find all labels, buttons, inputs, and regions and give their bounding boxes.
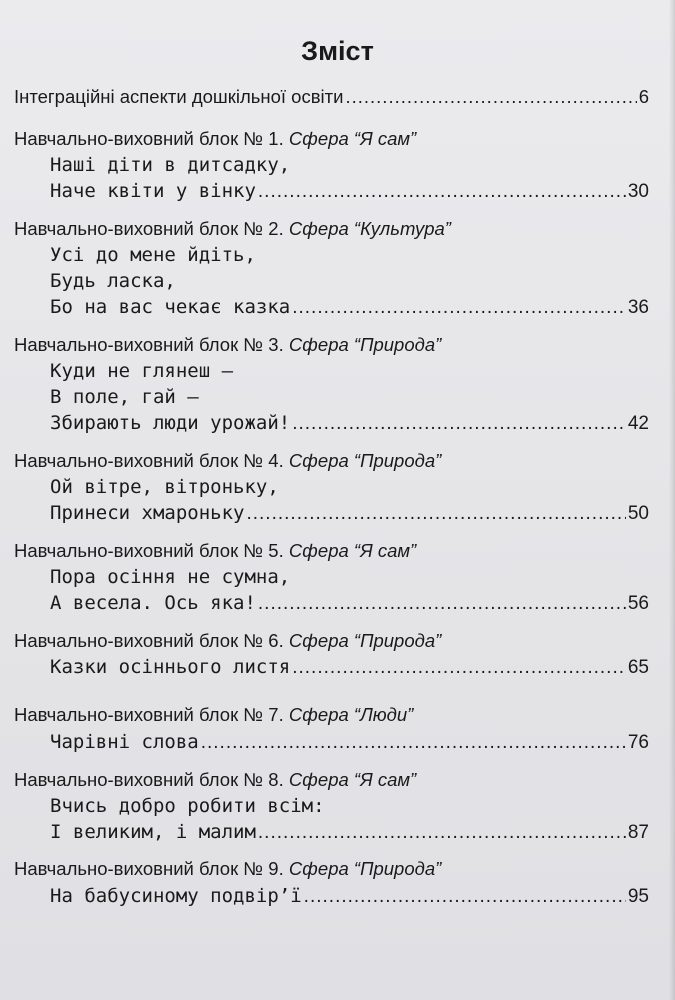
block-number-label: Навчально-виховний блок № 9. [14, 858, 289, 879]
toc-block-title [14, 128, 649, 156]
sphere-label: Сфера “Природа” [288, 858, 442, 879]
toc-entry-text: В поле, гай – [50, 386, 199, 408]
dot-leader [258, 593, 626, 615]
block-number-label: Навчально-виховний блок № 1. [14, 128, 289, 149]
toc-entry-text: Пора осіння не сумна, [50, 566, 291, 588]
toc-subtitle-line [50, 566, 649, 594]
sphere-label: Сфера “Культура” [288, 218, 451, 239]
toc-block-title [14, 450, 649, 478]
page-number: 36 [627, 297, 649, 318]
toc-block-title [14, 540, 649, 568]
toc-subtitle-line [50, 885, 649, 913]
block-number-label: Навчально-виховний блок № 6. [14, 630, 289, 651]
toc-block-label [14, 218, 451, 240]
page-number: 50 [627, 503, 649, 524]
toc-subtitle-line [50, 360, 649, 388]
dot-leader [258, 822, 626, 844]
toc-entry-text: Куди не глянеш – [50, 360, 234, 382]
toc-subtitle-line [50, 270, 649, 298]
toc-subtitle-line [50, 412, 649, 440]
toc-block-title [14, 630, 649, 658]
toc-entry-text: Чарівні слова [50, 731, 199, 753]
toc-block-title [14, 334, 649, 362]
toc-block-label [14, 540, 416, 562]
toc-entry-text: Будь ласка, [50, 270, 176, 292]
page-number: 42 [627, 413, 649, 434]
sphere-label: Сфера “Природа” [288, 334, 442, 355]
toc-subtitle-line [50, 244, 649, 272]
page-number: 56 [627, 593, 649, 614]
toc-entry-text: Усі до мене йдіть, [50, 244, 256, 266]
toc-block-label [14, 630, 441, 652]
sphere-label: Сфера “Я сам” [288, 128, 417, 149]
toc-entry-text: Казки осіннього листя [50, 656, 291, 678]
toc-block-label [14, 769, 416, 791]
toc-subtitle-line [50, 180, 649, 208]
toc-subtitle-line [50, 154, 649, 182]
block-number-label: Навчально-виховний блок № 7. [14, 704, 289, 725]
toc-subtitle-line [50, 502, 649, 530]
dot-leader [292, 413, 626, 435]
sphere-label: Сфера “Я сам” [288, 540, 417, 561]
toc-block-title [14, 218, 649, 246]
toc-heading [14, 86, 649, 114]
toc-subtitle-line [50, 821, 649, 849]
sphere-label: Сфера “Природа” [288, 630, 442, 651]
sphere-label: Сфера “Люди” [288, 704, 414, 725]
toc-block-label [14, 704, 413, 726]
toc-subtitle-line [50, 731, 649, 759]
dot-leader [258, 181, 626, 203]
toc-block-label [14, 128, 416, 150]
page-number: 95 [627, 886, 649, 907]
toc-block-label [14, 334, 441, 356]
page-number: 76 [627, 732, 649, 753]
toc-entry-text: Бо на вас чекає казка [50, 296, 291, 318]
toc-block-title [14, 704, 649, 732]
block-number-label: Навчально-виховний блок № 3. [14, 334, 289, 355]
toc-subtitle-line [50, 592, 649, 620]
sphere-label: Сфера “Природа” [288, 450, 442, 471]
dot-leader [292, 297, 626, 319]
toc-block-label [14, 450, 441, 472]
toc-entry-text: Наші діти в дитсадку, [50, 154, 291, 176]
toc-entry-text: На бабусиному подвір’ї [50, 885, 302, 907]
toc-block-title [14, 858, 649, 886]
block-number-label: Навчально-виховний блок № 5. [14, 540, 289, 561]
block-number-label: Навчально-виховний блок № 8. [14, 769, 289, 790]
toc-entry-text: Збирають люди урожай! [50, 412, 291, 434]
toc-entry-text: Ой вітре, вітроньку, [50, 476, 279, 498]
toc-entry-text: Принеси хмароньку [50, 502, 245, 524]
dot-leader [304, 886, 626, 908]
dot-leader [345, 86, 636, 108]
toc-subtitle-line [50, 296, 649, 324]
page-number: 87 [627, 822, 649, 843]
toc-subtitle-line [50, 656, 649, 684]
dot-leader [201, 732, 626, 754]
toc-subtitle-line [50, 476, 649, 504]
toc-subtitle-line [50, 386, 649, 414]
dot-leader [292, 657, 626, 679]
page-number: 30 [627, 181, 649, 202]
page-edge-shadow [669, 0, 675, 1000]
sphere-label: Сфера “Я сам” [288, 769, 417, 790]
page-number: 65 [627, 657, 649, 678]
toc-block-label [14, 858, 441, 880]
page-title: Зміст [301, 36, 374, 66]
toc-subtitle-line [50, 795, 649, 823]
block-number-label: Навчально-виховний блок № 2. [14, 218, 289, 239]
toc-entry-text: Наче квіти у вінку [50, 180, 256, 202]
toc-entry-text: А весела. Ось яка! [50, 592, 256, 614]
block-number-label: Навчально-виховний блок № 4. [14, 450, 289, 471]
toc-block-title [14, 769, 649, 797]
dot-leader [246, 503, 625, 525]
toc-entry-text: Вчись добро робити всім: [50, 795, 325, 817]
page-number: 6 [638, 86, 649, 107]
toc-entry-text: Інтеграційні аспекти дошкільної освіти [14, 86, 344, 107]
toc-entry-text: І великим, і малим [50, 821, 256, 843]
